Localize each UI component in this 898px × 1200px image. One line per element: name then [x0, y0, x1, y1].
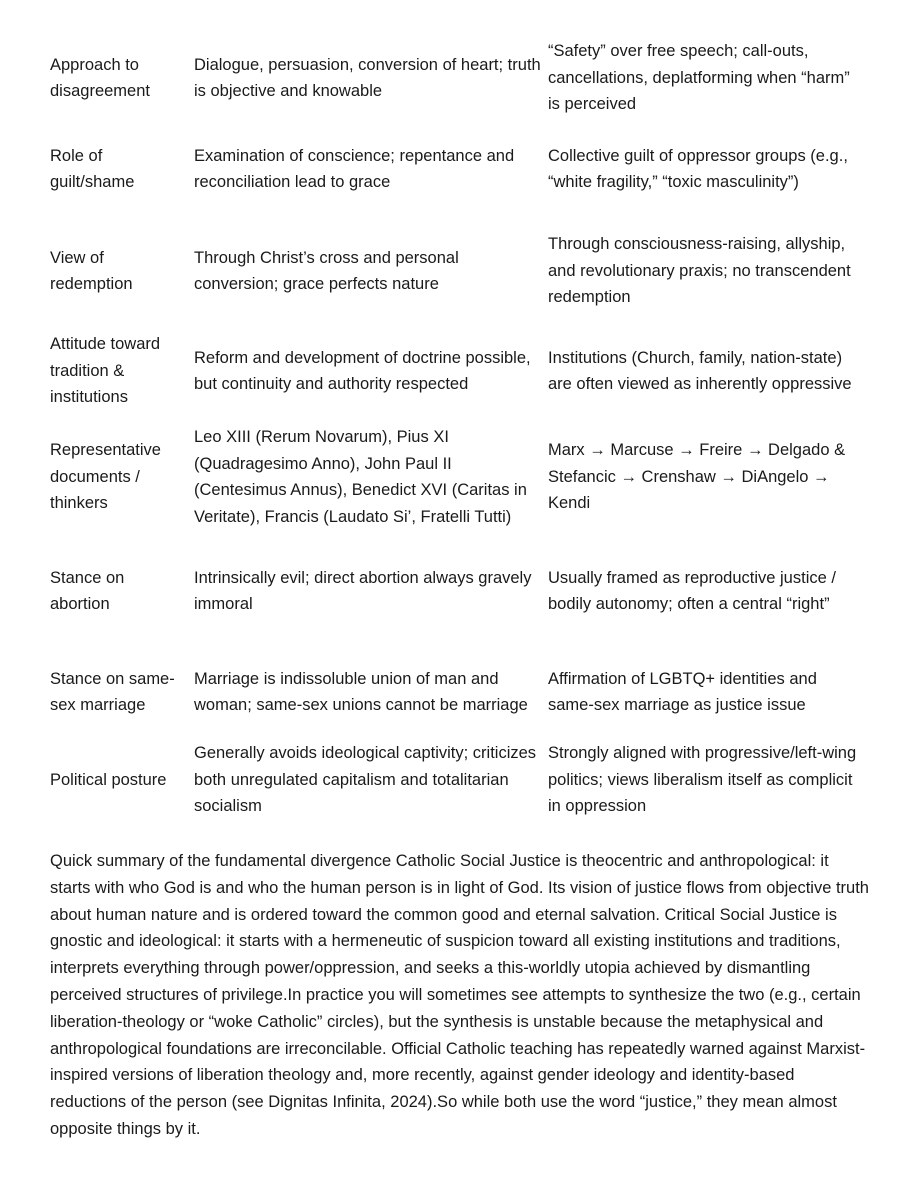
critical-cell: Strongly aligned with progressive/left-wing politics; views liberalism itself as complicit in oppression — [548, 744, 857, 816]
catholic-cell: Dialogue, persuasion, conversion of heart; truth is objective and knowable — [194, 55, 541, 100]
catholic-cell: Leo XIII (Rerum Novarum), Pius XI (Quadragesimo Anno), John Paul II (Centesimus Annus), Benedict XVI (Caritas in Veritate), Francis (Laudato Si’, Fratelli Tutti) — [194, 428, 527, 526]
critical-cell: Institutions (Church, family, nation-state) are often viewed as inherently oppressive — [548, 348, 852, 393]
critical-cell: “Safety” over free speech; call-outs, cancellations, deplatforming when “harm” is perceived — [548, 42, 850, 114]
critical-cell: Through consciousness-raising, allyship, and revolutionary praxis; no transcendent redemption — [548, 235, 851, 307]
table-row — [50, 648, 868, 736]
row-label: Attitude toward tradition & institutions — [50, 335, 161, 407]
table-row — [50, 38, 868, 118]
summary-paragraph: Quick summary of the fundamental divergence Catholic Social Justice is theocentric and anthropological: it starts with who God is and who the human person is in light of God. Its vision of justice flows from objective truth about human nature and is ordered toward the common good and eternal salvation. Critical Social Justice is gnostic and ideological: it starts with a hermeneutic of suspicion toward all existing institutions and traditions, interprets everything through power/oppression, and seeks a this-worldly utopia achieved by dismantling perceived structures of privilege.In practice you will sometimes see attempts to synthesize the two (e.g., certain liberation-theology or “woke Catholic” circles), but the synthesis is unstable because the metaphysical and anthropological foundations are irreconcilable. Official Catholic teaching has repeatedly warned against Marxist-inspired versions of liberation theology and, more recently, against gender ideology and identity-based reductions of the person (see Dignitas Infinita, 2024).So while both use the word “justice,” they mean almost opposite things by it. — [50, 852, 869, 1138]
critical-cell: Collective guilt of oppressor groups (e.g., “white fragility,” “toxic masculinity”) — [548, 146, 848, 191]
row-label: Political posture — [50, 770, 167, 789]
catholic-cell: Reform and development of doctrine possible, but continuity and authority respected — [194, 348, 531, 393]
document-page — [50, 38, 870, 1143]
critical-cell: Affirmation of LGBTQ+ identities and same-sex marriage as justice issue — [548, 669, 817, 714]
row-label: Representative documents / thinkers — [50, 441, 161, 513]
table-row — [50, 736, 868, 824]
table-row — [50, 534, 868, 648]
row-label: Stance on abortion — [50, 568, 125, 613]
table-row — [50, 420, 868, 534]
comparison-table — [50, 38, 868, 824]
table-row — [50, 322, 868, 420]
critical-cell: Marx → Marcuse → Freire → Delgado & Stefancic → Crenshaw → DiAngelo → Kendi — [548, 441, 846, 513]
row-label: View of redemption — [50, 248, 133, 293]
table-row — [50, 118, 868, 220]
row-label: Approach to disagreement — [50, 55, 150, 100]
row-label: Role of guilt/shame — [50, 146, 135, 191]
row-label: Stance on same-sex marriage — [50, 669, 175, 714]
table-row — [50, 220, 868, 322]
catholic-cell: Marriage is indissoluble union of man and woman; same-sex unions cannot be marriage — [194, 669, 528, 714]
critical-cell: Usually framed as reproductive justice / bodily autonomy; often a central “right” — [548, 568, 836, 613]
catholic-cell: Examination of conscience; repentance and reconciliation lead to grace — [194, 146, 515, 191]
catholic-cell: Intrinsically evil; direct abortion always gravely immoral — [194, 568, 532, 613]
catholic-cell: Through Christ’s cross and personal conversion; grace perfects nature — [194, 248, 459, 293]
catholic-cell: Generally avoids ideological captivity; criticizes both unregulated capitalism and totalitarian socialism — [194, 744, 537, 816]
